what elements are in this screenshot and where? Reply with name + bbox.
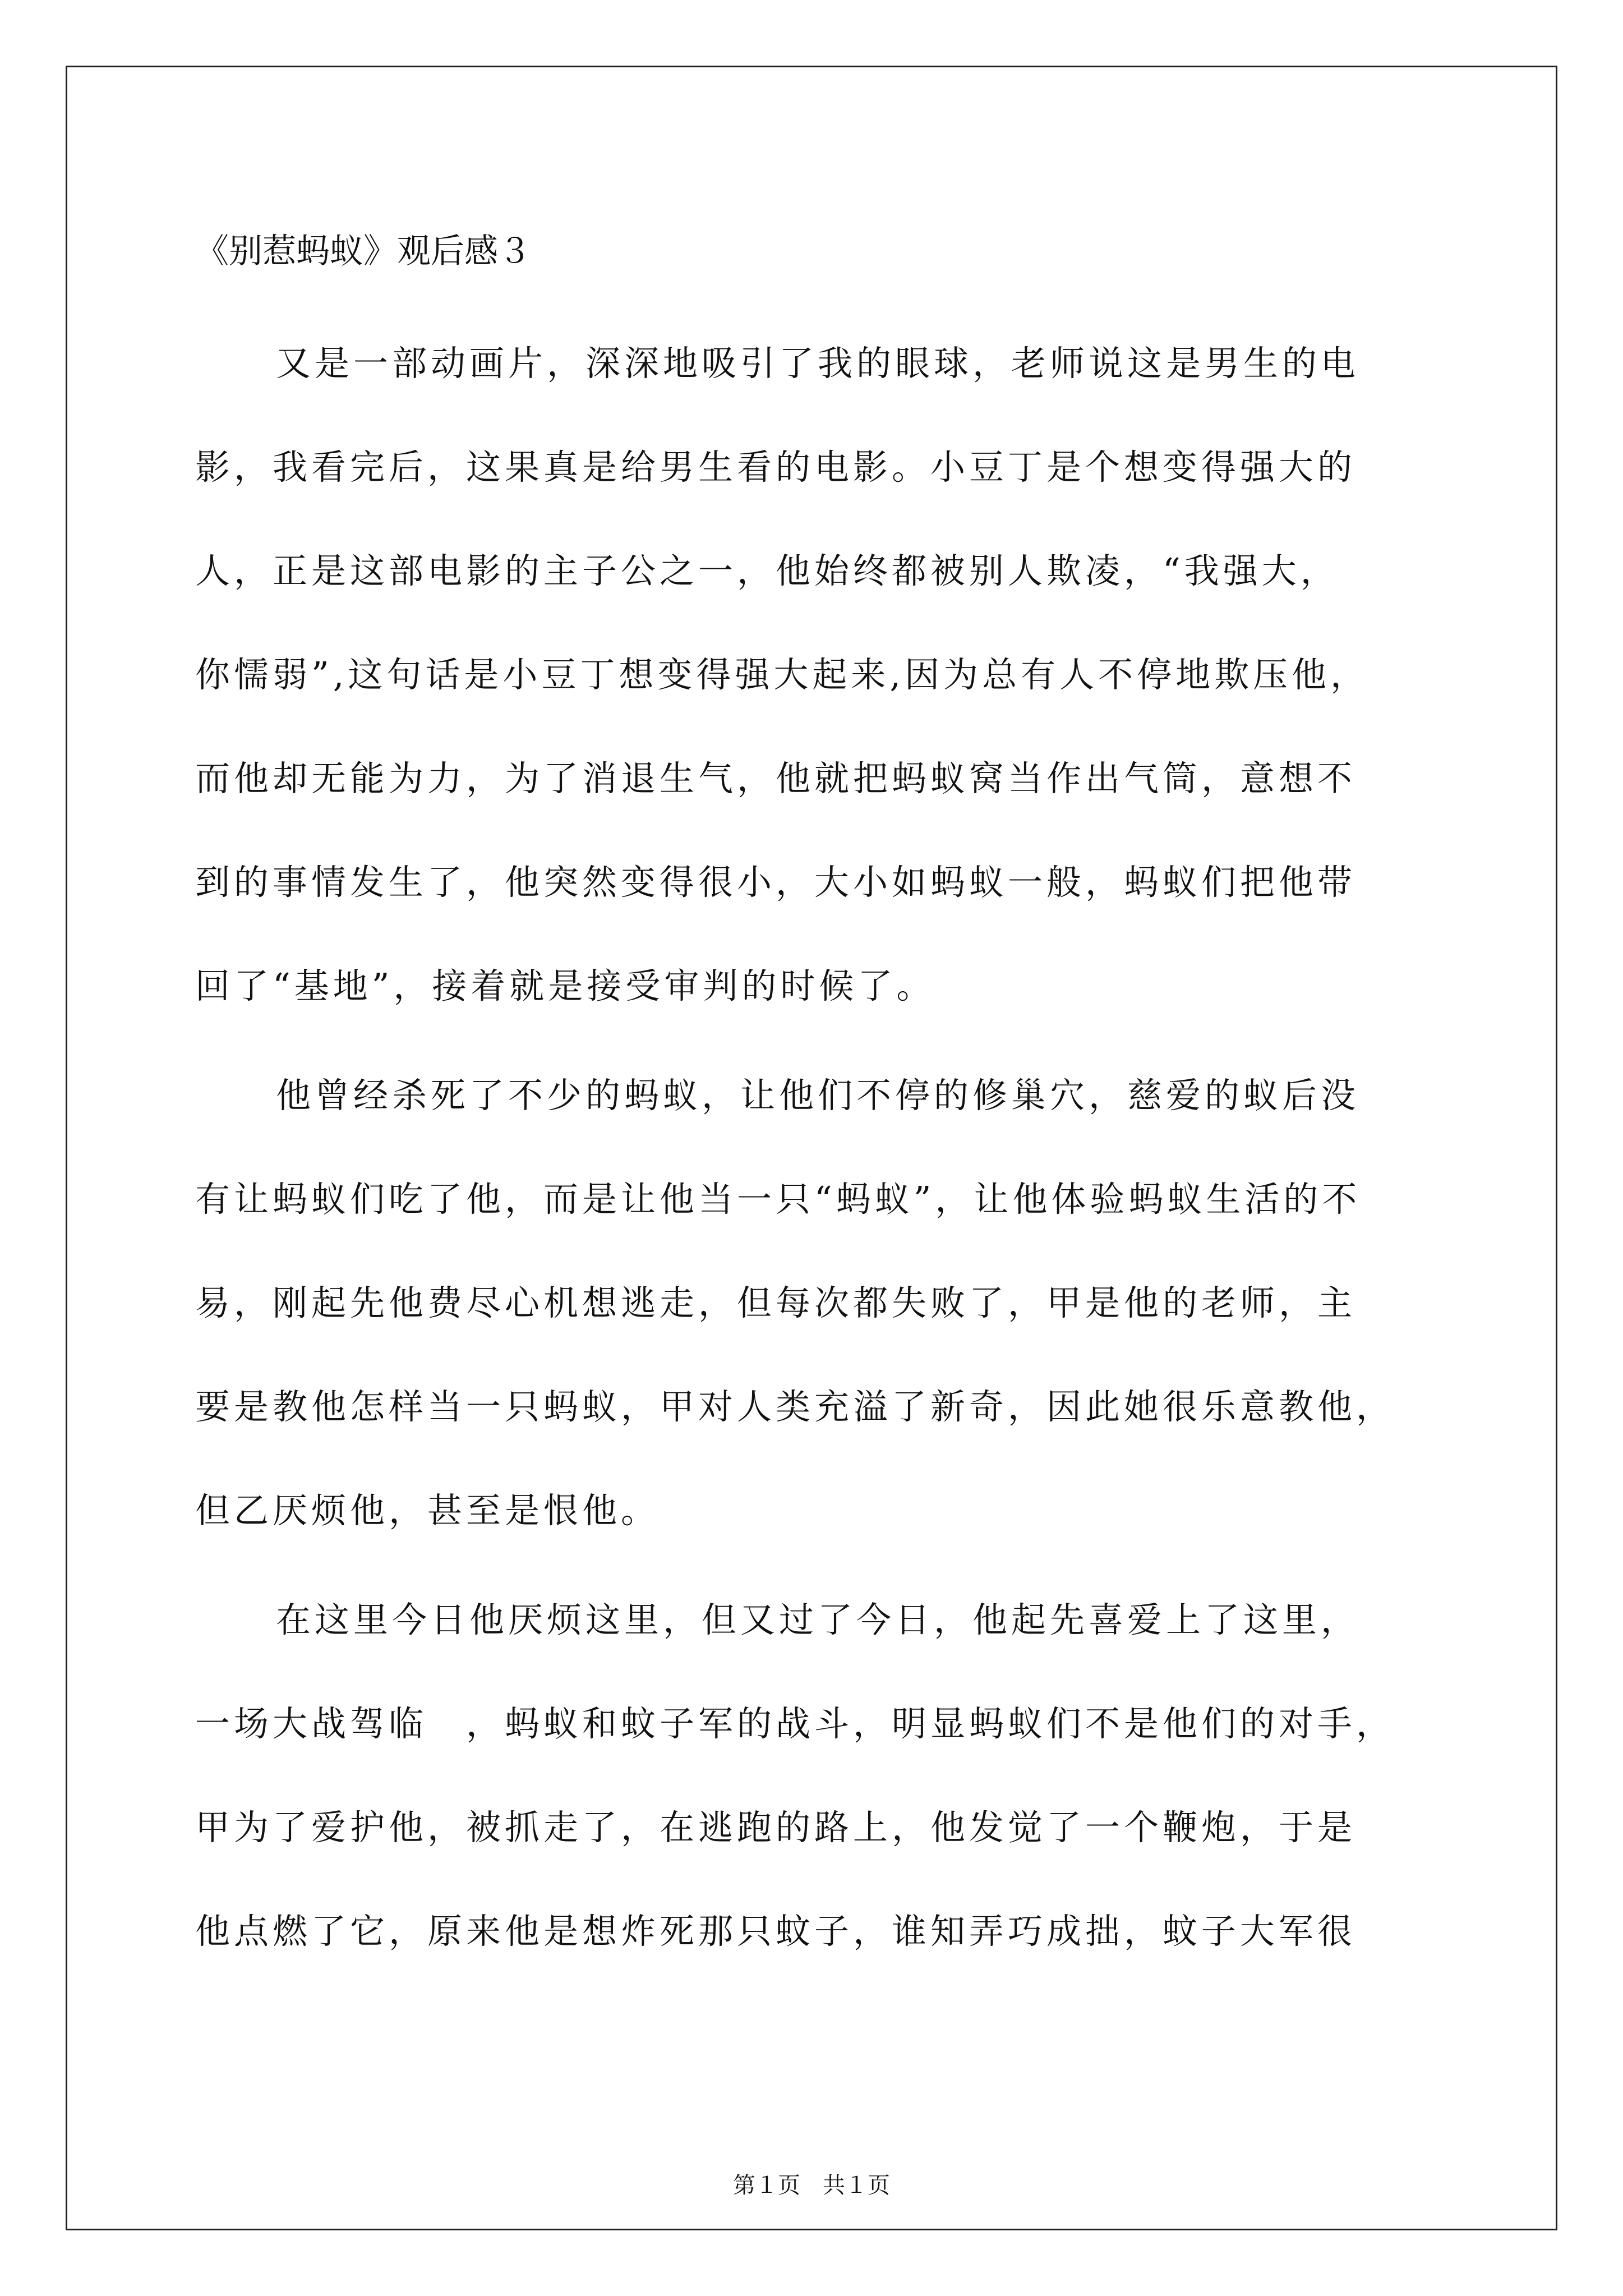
paragraph-line: 又是一部动画片，深深地吸引了我的眼球，老师说这是男生的电 bbox=[276, 343, 1360, 384]
document-title: 《别惹蚂蚁》观后感３ bbox=[195, 232, 532, 271]
paragraph-line: 他曾经杀死了不少的蚂蚁，让他们不停的修巢穴，慈爱的蚁后没 bbox=[276, 1075, 1360, 1116]
paragraph-line: 他点燃了它，原来他是想炸死那只蚊子，谁知弄巧成拙，蚊子大军很 bbox=[195, 1911, 1357, 1952]
paragraph-line: 但乙厌烦他，甚至是恨他。 bbox=[195, 1490, 660, 1531]
paragraph-line: 人，正是这部电影的主子公之一，他始终都被别人欺凌，“我强大， bbox=[195, 550, 1339, 591]
page-number-footer: 第１页 共１页 bbox=[733, 2173, 890, 2198]
paragraph-line: 而他却无能为力，为了消退生气，他就把蚂蚁窝当作出气筒，意想不 bbox=[195, 758, 1357, 799]
page-border bbox=[66, 66, 1557, 2230]
paragraph-line: 一场大战驾临 ，蚂蚁和蚊子军的战斗，明显蚂蚁们不是他们的对手， bbox=[195, 1703, 1395, 1744]
paragraph-line: 要是教他怎样当一只蚂蚁，甲对人类充溢了新奇，因此她很乐意教他， bbox=[195, 1386, 1395, 1427]
paragraph-line: 你懦弱”,这句话是小豆丁想变得强大起来,因为总有人不停地欺压他， bbox=[195, 654, 1370, 695]
paragraph-line: 有让蚂蚁们吃了他，而是让他当一只“蚂蚁”，让他体验蚂蚁生活的不 bbox=[195, 1179, 1361, 1220]
paragraph-line: 回了“基地”，接着就是接受审判的时候了。 bbox=[195, 965, 935, 1006]
paragraph-line: 易，刚起先他费尽心机想逃走，但每次都失败了，甲是他的老师，主 bbox=[195, 1282, 1357, 1323]
paragraph-line: 在这里今日他厌烦这里，但又过了今日，他起先喜爱上了这里， bbox=[276, 1599, 1360, 1640]
paragraph-line: 甲为了爱护他，被抓走了，在逃跑的路上，他发觉了一个鞭炮，于是 bbox=[195, 1807, 1357, 1848]
paragraph-line: 到的事情发生了，他突然变得很小，大小如蚂蚁一般，蚂蚁们把他带 bbox=[195, 862, 1357, 903]
paragraph-line: 影，我看完后，这果真是给男生看的电影。小豆丁是个想变得强大的 bbox=[195, 447, 1357, 487]
